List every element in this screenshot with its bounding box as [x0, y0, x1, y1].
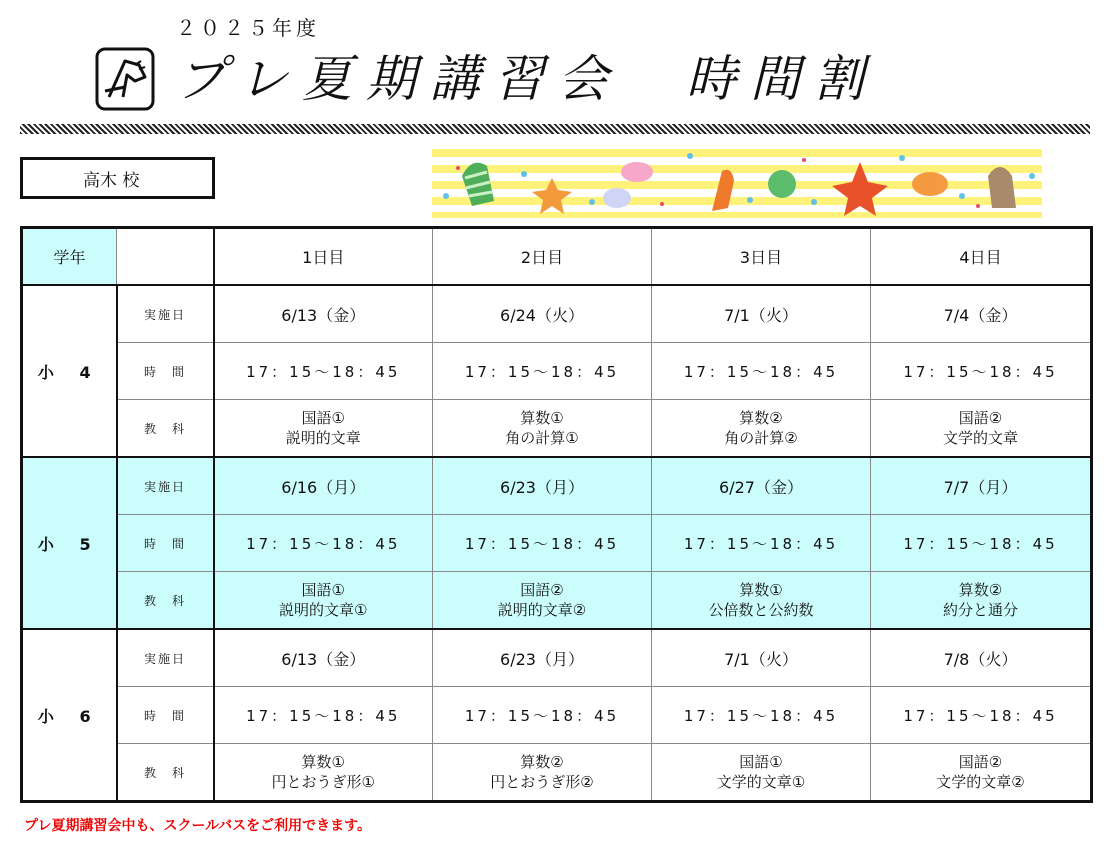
row-label-time: 時 間: [117, 515, 214, 572]
date-cell: 7/4（金）: [871, 285, 1092, 343]
subject-topic: 角の計算①: [505, 429, 579, 447]
subject-name: 算数②: [520, 753, 564, 771]
date-cell: 6/24（火）: [433, 285, 652, 343]
subject-topic: 円とおうぎ形②: [490, 773, 594, 791]
time-cell: 17：15～18：45: [433, 515, 652, 572]
bus-note: プレ夏期講習会中も、スクールバスをご利用できます。: [24, 818, 372, 834]
subject-name: 国語①: [739, 753, 783, 771]
table-row: [22, 572, 1092, 630]
time-cell: 17：15～18：45: [214, 687, 433, 744]
subject-cell: [871, 400, 1092, 458]
time-cell: 17：15～18：45: [214, 343, 433, 400]
grade-header: 学年: [22, 228, 117, 286]
time-cell: 17：15～18：45: [652, 687, 871, 744]
date-cell: 6/13（金）: [214, 629, 433, 687]
time-cell: 17：15～18：45: [433, 687, 652, 744]
subject-cell: [433, 572, 652, 630]
subject-topic: 説明的文章: [285, 429, 361, 447]
row-label-date: 実施日: [117, 285, 214, 343]
subject-name: 算数①: [520, 409, 564, 427]
date-cell: 7/7（月）: [871, 457, 1092, 515]
subject-cell: [871, 572, 1092, 630]
time-cell: 17：15～18：45: [433, 343, 652, 400]
row-label-subject: 教 科: [117, 400, 214, 458]
subject-name: 算数②: [739, 409, 783, 427]
grade-label: 小 4: [22, 285, 117, 457]
time-cell: 17：15～18：45: [871, 515, 1092, 572]
grade-label: 小 5: [22, 457, 117, 629]
subject-cell: [652, 400, 871, 458]
time-cell: 17：15～18：45: [871, 343, 1092, 400]
year-label: ２０２５年度: [176, 16, 320, 40]
horse-logo-icon: [95, 47, 155, 111]
day-header: 3日目: [652, 228, 871, 286]
table-row: [22, 343, 1092, 400]
subject-name: 算数①: [739, 581, 783, 599]
table-row: [22, 687, 1092, 744]
subject-topic: 角の計算②: [724, 429, 798, 447]
subject-cell: [652, 572, 871, 630]
subject-topic: 文学的文章: [942, 429, 1018, 447]
subject-name: 国語②: [958, 409, 1003, 427]
date-cell: 6/23（月）: [433, 629, 652, 687]
subject-cell: [652, 744, 871, 802]
row-label-subject: 教 科: [117, 744, 214, 802]
subject-topic: 説明的文章②: [497, 601, 587, 619]
school-name-box: 高木 校: [20, 157, 215, 199]
table-row: [22, 285, 1092, 343]
day-header: 4日目: [871, 228, 1092, 286]
subject-topic: 円とおうぎ形①: [271, 773, 375, 791]
title-rule: [20, 124, 1090, 134]
row-label-time: 時 間: [117, 687, 214, 744]
subject-name: 国語②: [958, 753, 1003, 771]
day-header: 2日目: [433, 228, 652, 286]
time-cell: 17：15～18：45: [214, 515, 433, 572]
date-cell: 7/8（火）: [871, 629, 1092, 687]
table-row: [22, 515, 1092, 572]
table-row: [22, 400, 1092, 458]
table-row: [22, 744, 1092, 802]
label-header: [117, 228, 214, 286]
table-row: [22, 457, 1092, 515]
date-cell: 6/16（月）: [214, 457, 433, 515]
subject-topic: 公倍数と公約数: [708, 601, 814, 619]
time-cell: 17：15～18：45: [871, 687, 1092, 744]
subject-name: 国語①: [301, 581, 345, 599]
time-cell: 17：15～18：45: [652, 343, 871, 400]
subject-topic: 文学的文章②: [936, 773, 1025, 791]
subject-cell: [214, 400, 433, 458]
seashell-banner: [432, 146, 1042, 218]
subject-topic: 説明的文章①: [279, 601, 368, 619]
table-row: [22, 629, 1092, 687]
page-title: プレ夏期講習会 時間割: [176, 50, 878, 108]
timetable: [20, 226, 1093, 803]
subject-cell: [214, 744, 433, 802]
subject-cell: [433, 744, 652, 802]
row-label-time: 時 間: [117, 343, 214, 400]
date-cell: 6/23（月）: [433, 457, 652, 515]
subject-name: 算数①: [301, 753, 345, 771]
time-cell: 17：15～18：45: [652, 515, 871, 572]
row-label-subject: 教 科: [117, 572, 214, 630]
subject-name: 国語②: [520, 581, 564, 599]
day-header: 1日目: [214, 228, 433, 286]
subject-cell: [871, 744, 1092, 802]
date-cell: 7/1（火）: [652, 285, 871, 343]
subject-cell: [214, 572, 433, 630]
date-cell: 6/27（金）: [652, 457, 871, 515]
subject-cell: [433, 400, 652, 458]
row-label-date: 実施日: [117, 629, 214, 687]
subject-topic: 文学的文章①: [716, 773, 806, 791]
subject-name: 国語①: [301, 409, 345, 427]
subject-topic: 約分と通分: [942, 601, 1018, 619]
timetable-header-row: [22, 228, 1092, 286]
subject-name: 算数②: [958, 581, 1003, 599]
grade-label: 小 6: [22, 629, 117, 802]
date-cell: 6/13（金）: [214, 285, 433, 343]
row-label-date: 実施日: [117, 457, 214, 515]
date-cell: 7/1（火）: [652, 629, 871, 687]
